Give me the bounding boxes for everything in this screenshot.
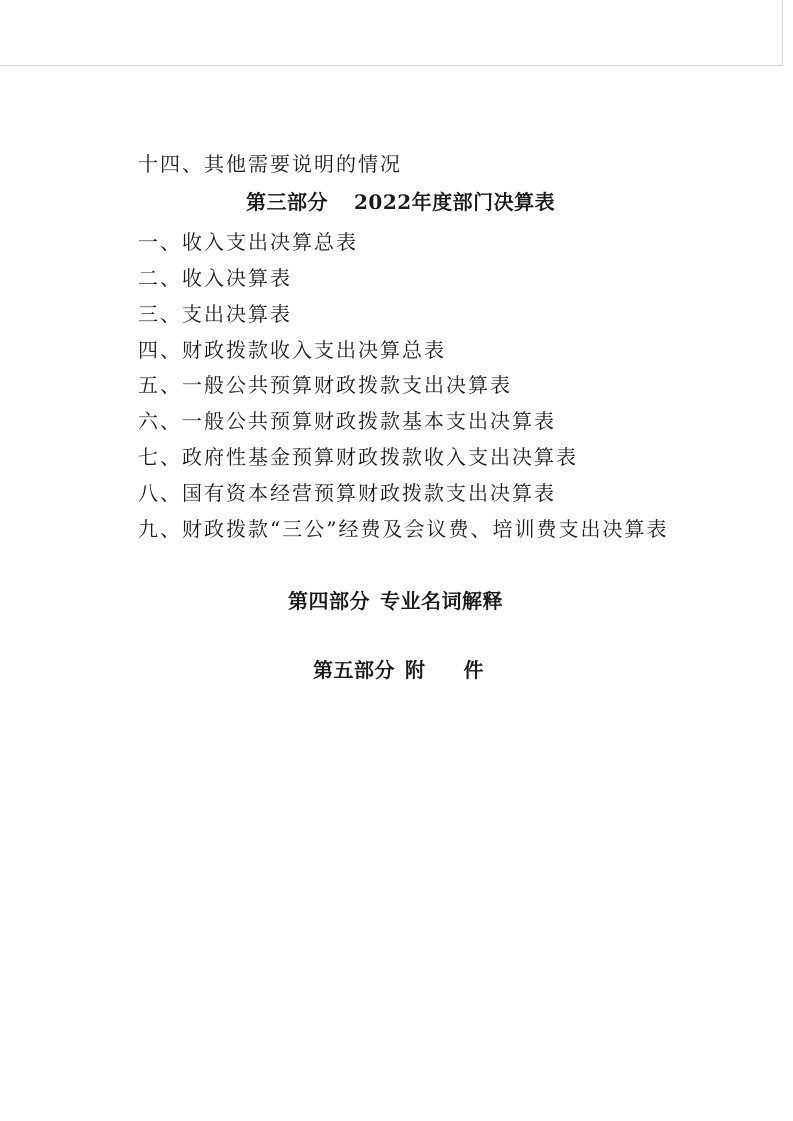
page-right-rule xyxy=(782,0,783,66)
part5-heading-label: 第五部分 xyxy=(313,658,395,682)
toc-part3-item-1: 一、收入支出决算总表 xyxy=(138,230,358,254)
part4-heading-title: 专业名词解释 xyxy=(380,589,503,613)
part4-heading-label: 第四部分 xyxy=(288,589,370,613)
toc-part3-item-5: 五、一般公共预算财政拨款支出决算表 xyxy=(138,373,512,397)
toc-part3-item-6: 六、一般公共预算财政拨款基本支出决算表 xyxy=(138,409,556,433)
toc-part3-item-3: 三、支出决算表 xyxy=(138,302,292,326)
toc-part3-item-4: 四、财政拨款收入支出决算总表 xyxy=(138,338,446,362)
part5-heading-title-char1: 附 xyxy=(405,658,426,682)
part3-heading xyxy=(246,190,555,214)
part3-heading-title: 2022年度部门决算表 xyxy=(354,190,556,214)
toc-item-14: 十四、其他需要说明的情况 xyxy=(138,152,402,176)
toc-part3-item-7: 七、政府性基金预算财政拨款收入支出决算表 xyxy=(138,445,578,469)
part4-heading xyxy=(288,589,503,613)
toc-part3-item-9: 九、财政拨款“三公”经费及会议费、培训费支出决算表 xyxy=(138,517,669,541)
part3-heading-label: 第三部分 xyxy=(246,190,328,214)
part5-heading-title-char2: 件 xyxy=(463,658,484,682)
part5-heading xyxy=(313,658,484,682)
page-top-rule xyxy=(0,65,782,66)
toc-part3-item-8: 八、国有资本经营预算财政拨款支出决算表 xyxy=(138,481,556,505)
toc-part3-item-2: 二、收入决算表 xyxy=(138,266,292,290)
